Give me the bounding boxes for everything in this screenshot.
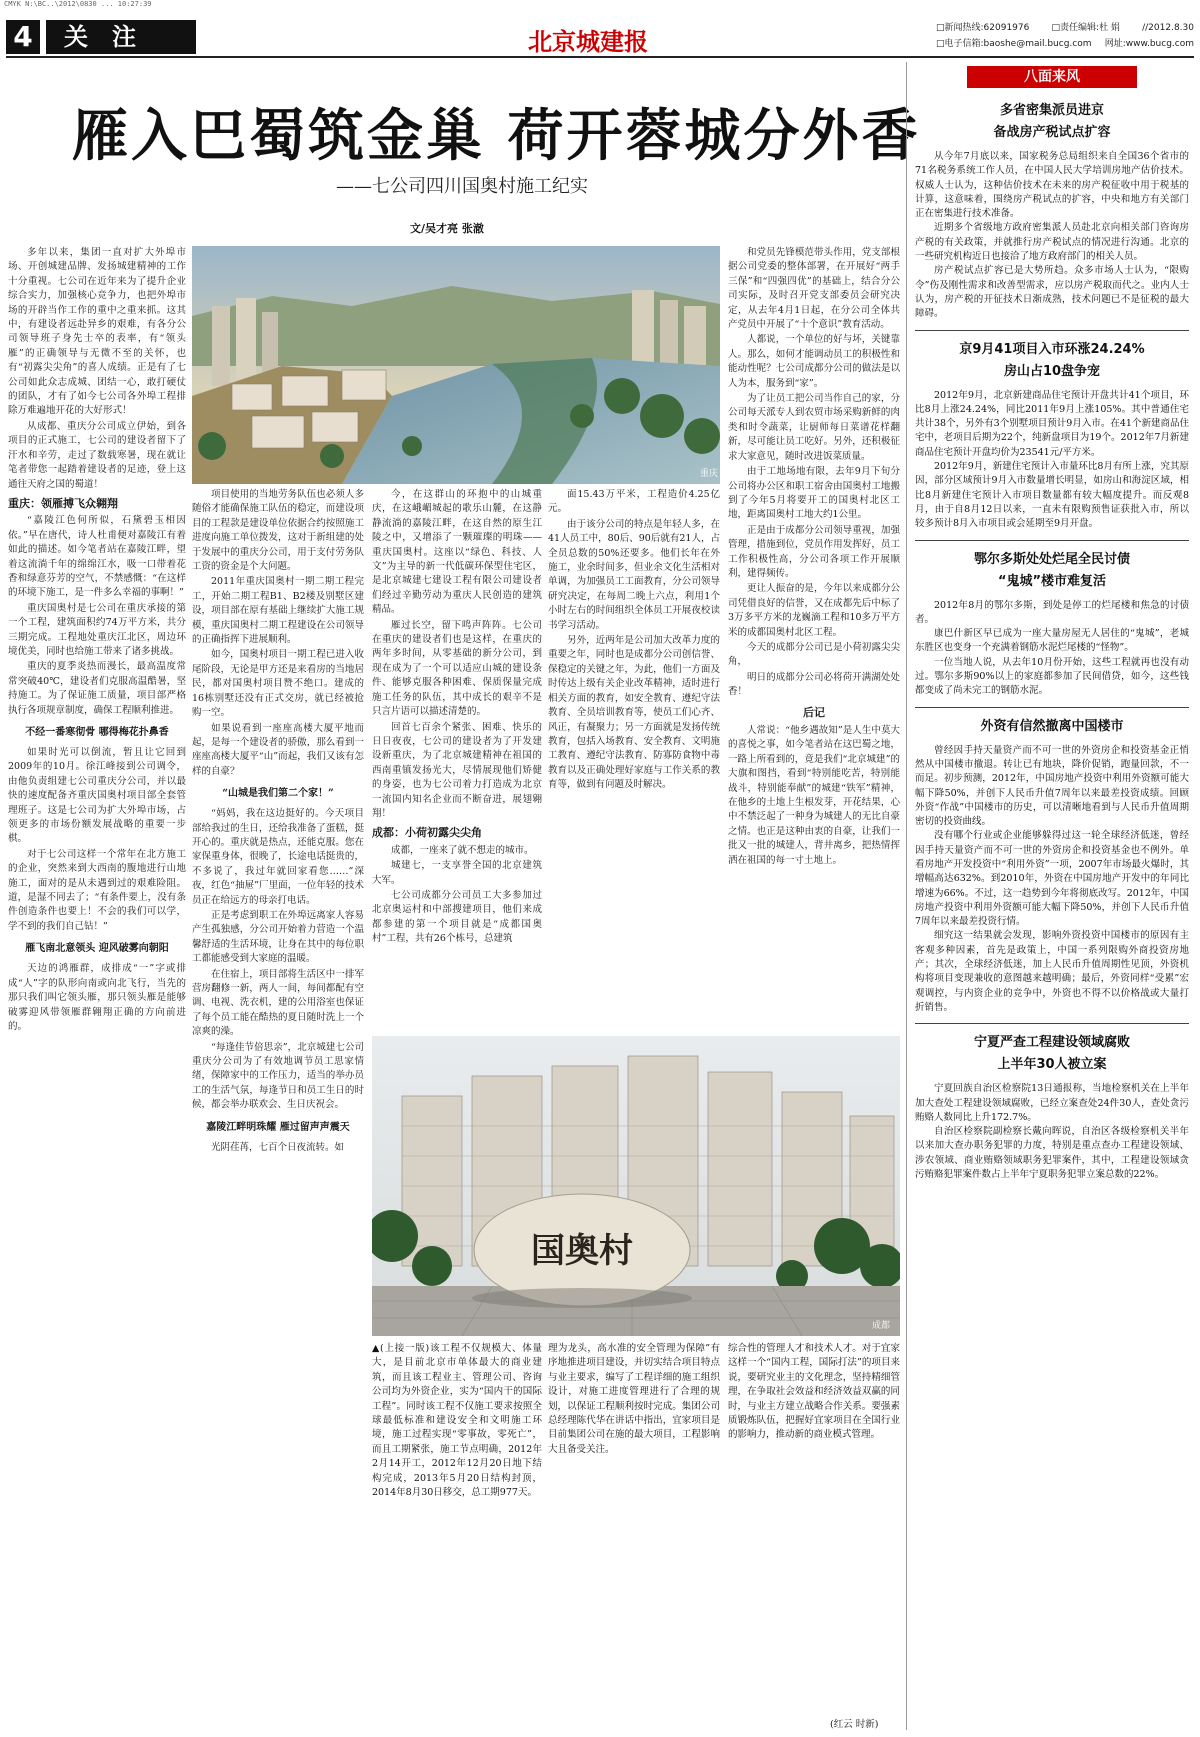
sidebar-paragraph: 从今年7月底以来，国家税务总局组织来自全国36个省市的71名税务系统工作人员，在中国人民大学培训房地产估价技术。权威人士认为，这种估价技术在未来的房产税征收中用于税基的计算，这意味着，围绕房产税试点的扩容，中央和地方有关部门正在密集进行技术准备。	[915, 151, 1189, 220]
photo-chengdu-olympic-village	[372, 1036, 900, 1336]
paragraph: 正是由于成都分公司领导重视，加强管理，措施到位，党员作用发挥好，员工工作积极性高，分公司各项工作开展顺利，建得频传。	[728, 524, 900, 579]
byline: 文/吴才亮 张澈	[410, 222, 484, 235]
paragraph: 雁过长空，留下鸣声阵阵。七公司在重庆的建设者们也是这样，在重庆的两年多时间，从零基础的新分公司，到现在成为了一个可以适应山城的建设条件、能够克服各种困难、保质保量完成施工任务的队伍，其中成长的艰辛不是只言片语可以描述清楚的。	[372, 619, 542, 718]
sidebar-story-headline: 鄂尔多斯处处烂尾全民讨债 “鬼城”楼市难复活	[973, 551, 1130, 589]
sidebar-title: 八面来风	[967, 66, 1137, 88]
paragraph: 成都，一座来了就不想走的城市。	[391, 844, 534, 856]
caption-col-3: 综合性的管理人才和技术人才。对于宜家这样一个“国内工程，国际打法”的项目来说，要研究业主的文化理念，坚持精细管理，在争取社会效益和经济效益双赢的同时，与业主方建立战略合作关系。要强素质锻炼队伍，把握好宜家项目在全国行业的影响力，推动新的商业模式管理。	[728, 1343, 900, 1441]
col3-body	[372, 488, 542, 821]
paragraph: 七公司成都分公司员工大多参加过北京奥运村和中部搜建项目，他们来成都参建的第一个项目就是“成都国奥村”工程，共有26个栋号，总建筑	[372, 889, 542, 945]
col2c-body	[192, 1141, 364, 1155]
paragraph: 光阴荏苒，七百个日夜流转。如	[211, 1141, 345, 1153]
caption-byline: (红云 时新)	[830, 1719, 879, 1730]
paragraph: 在住宿上，项目部将生活区中一排军营房翻修一新，两人一间，每间都配有空调、电视、洗衣机，建的公用浴室也保证了每个员工能在酷热的夏日随时洗上一个凉爽的澡。	[192, 968, 364, 1038]
story-divider	[915, 1023, 1189, 1024]
website[interactable]: 网址:www.bucg.com	[1104, 39, 1194, 49]
paragraph: 更让人振奋的是，今年以来成都分公司凭借良好的信誉，又在成都先后中标了3万多平方米的龙巍滴工程和10多万平方米的成都国奥村北区工程。	[728, 583, 900, 638]
col4-body	[548, 488, 720, 793]
paragraph: 2011年重庆国奥村一期二期工程完工，开始二期工程B1、B2楼及别墅区建设，项目部在原有基础上继续扩大施工规模，重庆国奥村二期工程建设在公司领导的正确指挥下进展顺利。	[192, 576, 364, 646]
paragraph: 和党员先锋模范带头作用，党支部根据公司党委的整体部署，在开展好“两手三保”和“四强四优”的基础上，结合分公司实际，及时召开党支部委员会研究决定，从去年4月1日起，在分公司全体共产党员中开展了“十个意识”教育活动。	[728, 247, 900, 331]
sidebar-story-headline: 宁夏严查工程建设领域腐败 上半年30人被立案	[973, 1035, 1130, 1073]
sidebar-paragraph: 宁夏回族自治区检察院13日通报称，当地检察机关在上半年加大查处工程建设领域腐败，已经立案查处24件30人，查处贪污贿赂人数同比上升172.7%。	[915, 1083, 1189, 1123]
header-meta	[936, 20, 1194, 52]
subheadline: ——七公司四川国奥村施工纪实	[336, 176, 588, 197]
print-registration-strip: CMYK N:\BC..\2012\0830 ... 10:27:39	[4, 0, 152, 8]
paragraph: 对于七公司这样一个常年在北方施工的企业，突然来到大西南的腹地进行山地施工，面对的是从未遇到过的艰难险阻。道，是湿不同去了；“有条件要上，没有条件创造条件也要上！不会的我们可以学，学不到的我们自己钻！”	[8, 848, 186, 932]
sidebar-paragraph: 细究这一结果就会发现，影响外资投资中国楼市的原因有主客观多种因素，首先是政策上，中国一系列限购外商投资房地产；其次，全球经济低迷，加上人民币升值周期性见顶，外资机构将项目变现兼收的意图越来越明确；最后，外资同样“受累”宏观调控，与内资企业的竞争中，外资也不得不以价格战或大量打折销售。	[915, 930, 1189, 1013]
sidebar-paragraph: 2012年8月的鄂尔多斯，到处是停工的烂尾楼和焦急的讨债者。	[915, 599, 1189, 625]
sidebar-story-headline: 京9月41项目入市环涨24.24% 房山占10盘争宠	[959, 341, 1145, 379]
paragraph: 多年以来，集团一直对扩大外埠市场、开创城建品牌、发扬城建精神的工作十分重视。七公司在近年来为了提升企业综合实力，加强核心竞争力，也把外埠市场的开辟当作工作的重中之重来抓。这其中，有建设者远赴异乡的艰难，有各分公司领导班子身先士卒的表率，有“领头雁”的正确领导与无微不至的关怀，也有“初露尖尖角”的喜人成绩。正是有了七公司如此众志成城、团结一心，敢打硬仗的团队，才有了如今七公司各外埠工程排除万难遍地开花的大好形式！	[8, 247, 186, 417]
paragraph: 项目使用的当地劳务队伍也必须人多随俗才能确保施工队伍的稳定，而建设项目的工程款是建设单位依据合约按照施工进度向施工单位拨发，这对于新组建的处于发展中的重庆分公司，用于支付劳务队工资的资金是个大问题。	[192, 489, 364, 573]
sidebar-story-headline: 外资有信然撤离中国楼市	[980, 718, 1124, 734]
col5b-body	[728, 724, 900, 868]
issue-date: //2012.8.30	[1142, 23, 1194, 33]
col2-crosshead-1: “山城是我们第二个家！”	[222, 788, 334, 800]
sidebar-stories	[915, 96, 1189, 1726]
paragraph: 如今，国奥村项目一期工程已进入收尾阶段，无论是甲方还是来看房的当地居民，都对国奥村项目赞不绝口。建成的16栋别墅还没有正式交房，就已经被抢购一空。	[192, 649, 364, 719]
email[interactable]: □电子信箱:baoshe@mail.bucg.com	[936, 39, 1092, 49]
sidebar-paragraph: 2012年9月，北京新建商品住宅预计开盘共计41个项目，环比8月上涨24.24%，同比2011年9月上涨105%。其中普通住宅共计38个，另外有3个别墅项目预计9月入市。在41个新建商品住宅中，老项目后期为22个，纯新盘项目为19个。2012年7月新建商品住宅预计开盘均价为23541元/平方米。	[915, 389, 1189, 458]
col2-body	[192, 488, 364, 779]
article-column-4	[548, 488, 720, 1032]
paragraph: “妈妈，我在这边挺好的。今天项目部给我过的生日，还给我准备了蛋糕，挺开心的。重庆就是热点，还能克服。您在家保重身体，很晚了，长途电话挺贵的，不多说了，我过年就回家看您……”深夜，红色“抽屉”厂里面，一位年轻的技术员正在给远方的母亲打电话。	[192, 808, 364, 906]
editor: □责任编辑:杜 娟	[1051, 23, 1120, 33]
col2-crosshead-2: 嘉陵江畔明珠耀 雁过留声声震天	[206, 1121, 350, 1133]
hotline: □新闻热线:62091976	[936, 23, 1030, 33]
col1b-body	[8, 514, 186, 718]
paragraph: 重庆国奥村是七公司在重庆承接的第一个工程，建筑面积约74万平方米，共分三期完成。工程地处重庆江北区，周边环境优美，同时也给施工带来了诸多挑战。	[8, 602, 186, 657]
col1-crosshead-1: 不经一番寒彻骨 哪得梅花扑鼻香	[25, 727, 169, 738]
caption-col-2: 理为龙头，高水准的安全管理为保障”有序地推进项目建设，并切实结合项目特点与业主要求，编写了工程详细的施工组织设计，对施工进度管理进行了合理的规划，以保证工程顺利按时完成。集团公司总经理陈代华在讲话中指出，宜家项目是目前集团公司在施的最大项目，工程影响大且备受关注。	[548, 1343, 720, 1455]
paragraph: 重庆的夏季炎热而漫长，最高温度常常突破40℃，建设者们克服高温酷暑，坚持施工。为了保证施工质量，项目部严格执行各项规章制度，确保工程顺利推进。	[8, 661, 186, 716]
sidebar-paragraph: 近期多个省级地方政府密集派人员赴北京向相关部门咨询房产税的有关政策，并就推行房产税试点的情况进行沟通。北京的一些研究机构近日也接洽了地方政府部门的相关人员。	[915, 222, 1189, 263]
masthead	[6, 14, 1194, 58]
paragraph: 人常说：“他乡遇故知”是人生中莫大的喜悦之事，如今笔者站在这巴蜀之地，一路上所看到的，竟是我们“北京城建”的大旗和图挡，看到“特别能吃苦，特别能战斗，特别能奉献”的城建“铁军”精神，在他乡的土地上生根发芽，开花结果，心中不禁泛起了一种身为城建人的无比自豪之情。也正是这种由衷的自豪，让我们一批又一批的城建人，背井离乡，把热情挥洒在祖国的每一寸土地上。	[728, 725, 900, 866]
col2b-body	[192, 807, 364, 1113]
sidebar-paragraph: 自治区检察院副检察长戴向晖说，自治区各级检察机关半年以来加大查办职务犯罪的力度，特别是重点查办工程建设领域、涉农领域、商业贿赂领域职务犯罪案件，其中，工程建设领域贪污贿赂犯罪案件数占上半年宁夏职务犯罪立案总数的22%。	[915, 1126, 1189, 1181]
paragraph: 从成都、重庆分公司成立伊始，到各项目的正式施工，七公司的建设者留下了汗水和辛劳，走过了数载寒暑，现在就让笔者带您一起踏着建设者的足迹，登上这通往天府之国的蜀道！	[8, 420, 186, 490]
col3-subhead: 成都：小荷初露尖尖角	[372, 826, 482, 840]
paragraph: 正是考虑到职工在外埠远离家人容易产生孤独感，分公司开始着力营造一个温馨舒适的生活环境，让身在其中的每位职工都能感受到大家庭的温暖。	[192, 909, 364, 965]
col1-crosshead-2: 雁飞南北意领头 迎风破雾向朝阳	[25, 943, 169, 955]
col1-subhead: 重庆：领雁搏飞众翱翔	[8, 496, 118, 510]
news-digest-sidebar	[906, 62, 1194, 1730]
article-column-2	[192, 488, 364, 1730]
sidebar-paragraph: 2012年9月，新建住宅预计入市量环比8月有所上涨，究其原因，部分区域预计9月入市数量增长明显，如房山和海淀区域，相比8月新建住宅预计入市项目数量都有较大幅度提升。而反观8月，由于自8月12日以来，一直未有限购预售证获批入市，所以较多预计8月入市项目或会延期至9月开盘。	[915, 461, 1189, 530]
paragraph: 如果说看到一座座高楼大厦平地而起，是每一个建设者的骄傲，那么看到一座座高楼大厦平“山”而起，我们又该有怎样的自豪？	[192, 722, 364, 777]
paragraph: 回首七百余个紧张、困难、快乐的日日夜夜，七公司的建设者为了开发建设新重庆，为了北京城建精神在祖国的西南重镇发扬光大，尽情展现他们矫健的身姿，也为七公司着力打造成为北京一流国内知名企业而不断奋进，展翅翱翔！	[372, 721, 542, 819]
paragraph: 人都说，一个单位的好与坏，关键靠人。那么，如何才能调动员工的积极性和能动性呢？七公司成都分公司的做法是以人为本，服务到“家”。	[728, 334, 900, 389]
article-column-3	[372, 488, 542, 1032]
sidebar-paragraph: 曾经因手持天量资产而不可一世的外资房企和投资基金正悄然从中国楼市撤退。转让已有地块，降价促销，跑量回款，不一而足。初步预测，2012年，中国房地产投资中利用外资额可能大幅下降50%，并创下人民币升值7周年以来最差投资成绩。回顾外资“作战”中国楼市的历史，可以清晰地看到与人民币升值周期密切的投资曲线。	[915, 744, 1189, 828]
paper-name: 北京城建报	[528, 27, 648, 56]
paragraph: 今天的成都分公司已是小荷初露尖尖角，	[728, 641, 900, 668]
story-divider	[915, 330, 1189, 331]
sidebar-paragraph: 康巴什新区早已成为一座大量房屋无人居住的“鬼城”，老城东胜区也变身一个充满着钢筋水泥烂尾楼的“怪物”。	[915, 628, 1189, 654]
paragraph: “每逢佳节倍思亲”，北京城建七公司重庆分公司为了有效地调节员工思家情绪，保障家中的工作压力，适当的举办员工的生活气氛，每逢节日和员工生日的时候，都会举办联欢会、生日庆祝会。	[192, 1041, 364, 1111]
paragraph: 为了让员工把公司当作自己的家，分公司每天派专人到农贸市场采购新鲜的肉类和时令蔬菜，让厨师每日菜谱花样翻新，尽可能让员工吃好。另外，还积极征求大家意见，随时改进饭菜质量。	[728, 393, 900, 462]
paragraph: 由于工地场地有限，去年9月下旬分公司将办公区和职工宿舍由国奥村工地搬到了今年5月将要开工的国奥村北区工地，距离国奥村工地大约1公里。	[728, 466, 900, 521]
paragraph: “嘉陵江色何所似，石黛碧玉相因依。”早在唐代，诗人杜甫便对嘉陵江有着如此的描述。如今笔者站在嘉陵江畔，望着这流淌千年的绵绵江水，吸一口带着花香和绿意芬芳的空气，不禁感慨：“在这样的环境下施工，是一件多么幸福的事啊！”	[8, 515, 186, 599]
col5-body	[728, 246, 900, 700]
section-name: 关注	[46, 20, 196, 54]
paragraph: 天边的鸿雁群，成排成“一”字或排成“人”字的队形向南或向北飞行，当先的那只我们叫它领头雁，那只领头雁是能够破雾迎风带领雁群翱翔正确的方向前进的。	[8, 963, 186, 1032]
caption-col-1: ▲(上接一版)该工程不仅规模大、体量大，是目前北京市单体最大的商业建筑，而且该工程业主、管理公司、咨询公司均为外资企业，实为“国内干的国际工程”。同时该工程不仅施工要求按照全球最低标准和建设安全和文明施工环境，施工过程实现“零事故，零死亡”，而且工期紧张，施工节点明确，2012年2月14开工，2012年12月20日地下结构完成，2013年5月20日结构封顶，2014年8月30日移交，总工期977天。	[372, 1343, 542, 1499]
paragraph: 城建七，一支享誉全国的北京建筑大军。	[372, 860, 542, 886]
main-headline: 雁入巴蜀筑金巢 荷开蓉城分外香	[72, 103, 921, 169]
photo2-tag: 成都	[872, 1321, 891, 1331]
article-column-1	[8, 246, 186, 1730]
col5-subhead: 后记	[803, 705, 825, 719]
story-divider	[915, 707, 1189, 708]
col1c-body	[8, 746, 186, 934]
col1-body	[8, 246, 186, 492]
sidebar-paragraph: 没有哪个行业或企业能够躲得过这一轮全球经济低迷，曾经因手持天量资产而不可一世的外资房企和投资基金也不例外。单看房地产开发投资中“利用外资”一项，2007年市场最火爆时，其增幅高达632%。到2010年，外资在中国房地产开发中的年同比增速为66%。不过，这一趋势到今年将彻底改写。2012年，中国房地产投资中利用外资额可能大幅下降50%，并创下人民币升值7周年以来最差投资行情。	[915, 830, 1189, 928]
paragraph: 另外，近两年是公司加大改革力度的重要之年，同时也是成都分公司创信誉、保稳定的关键之年，为此，他们一方面及时传达上级有关企业改革精神，适时进行相关方面的教育，如安全教育、遵纪守法教育、全员培训教育等，使员工们心齐、风正，有凝聚力；另一方面就是发扬传统教育，包括入场教育、安全教育、文明施工教育、遵纪守法教育、防寡防食物中毒教育以及正确处理好家庭与工作关系的教育等，做到有问题及时解决。	[548, 635, 720, 791]
sidebar-paragraph: 一位当地人说，从去年10月份开始，这些工程就再也没有动过。鄂尔多斯90%以上的家庭都参加了民间借贷，如今，这些钱都变成了尚未完工的钢筋水泥。	[915, 656, 1189, 697]
photo-chongqing-rendering	[192, 246, 720, 484]
paragraph: 由于该分公司的特点是年轻人多，在41人员工中，80后、90后就有21人，占全员总数的50%还要多。他们长年在外施工，业余时间多，但业余文化生活相对单调，为加强员工工面教育，分公司领导研究决定，在每周二晚上六点，利用1个小时左右的时间组织全体员工开展夜校读书学习活动。	[548, 518, 720, 631]
page-number: 4	[6, 20, 40, 54]
sidebar-story-headline: 多省密集派员进京 备战房产税试点扩容	[993, 103, 1111, 140]
col3b-body	[372, 844, 542, 947]
article-column-5	[728, 246, 900, 1032]
photo1-tag: 重庆	[700, 469, 719, 479]
paragraph: 如果时光可以倒流，暂且让它回到2009年的10月。徐江峰接到公司调令，由他负责组建七公司重庆分公司，并以最快的速度配备齐重庆国奥村项目部全套管理班子。这是七公司为扩大外埠市场，占领更多的市场份额发展战略的重要一步棋。	[8, 747, 186, 845]
paragraph: 今，在这群山的环抱中的山城重庆，在这峨嵋城起的歌乐山麓，在这静静流淌的嘉陵江畔，在这自然的原生江陵之中，又增添了一颗璀璨的明珠——重庆国奥村。这座以“绿色、科技、人文”为主导的新一代低碳环保型住宅区，是北京城建七建设工程有限公司建设者们经过辛勤劳动为重庆人民创造的建筑精品。	[372, 489, 542, 616]
col1d-body	[8, 962, 186, 1034]
stone-inscription: 国奥村	[531, 1231, 633, 1271]
story-divider	[915, 540, 1189, 541]
paragraph: 明日的成都分公司必将荷开满湖处处香！	[728, 671, 900, 698]
paragraph: 面15.43万平米，工程造价4.25亿元。	[548, 489, 720, 515]
sidebar-paragraph: 房产税试点扩容已是大势所趋。众多市场人士认为，“限购令”伤及刚性需求和改善型需求，应以房产税取而代之。业内人士认为，房产税的开征技术日渐成熟，技术问题已不是征税的最大障碍。	[915, 265, 1189, 320]
